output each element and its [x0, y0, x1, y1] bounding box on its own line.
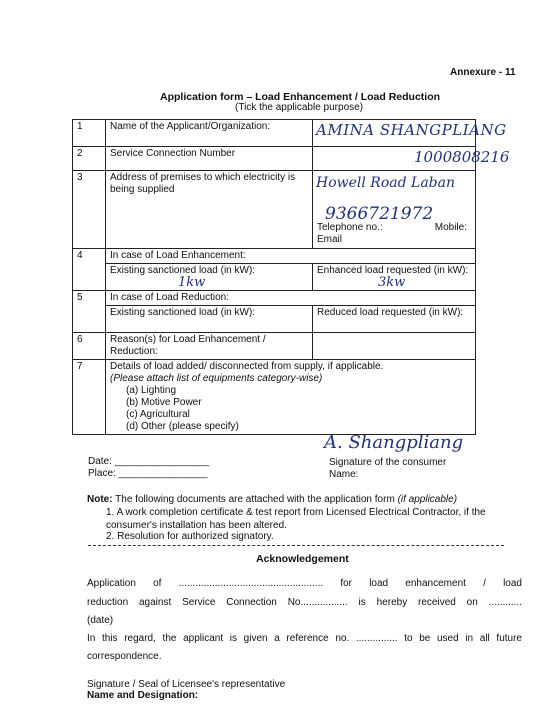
date-field: Date: _________________ [88, 456, 210, 467]
handwritten-phone: 9366721972 [325, 204, 434, 224]
table-row [73, 249, 476, 264]
annexure-label: Annexure - 11 [450, 67, 516, 78]
note-item: 1. A work completion certificate & test report from Licensed Electrical Contractor, if the consumer's installation has been altered. [106, 507, 486, 531]
handwritten-existing-load: 1kw [178, 275, 206, 290]
ack-line: correspondence. [87, 651, 162, 662]
ack-line: In this regard, the applicant is given a reference no. ............... to be used in all future [87, 633, 522, 644]
note-label: Note: [87, 494, 113, 505]
reason-label: Reason(s) for Load Enhancement / Reduction: [106, 333, 313, 360]
handwritten-name: AMINA SHANGPLIANG [316, 121, 507, 139]
row-number: 2 [73, 147, 106, 171]
row-number: 5 [73, 291, 106, 333]
ack-line: reduction against Service Connection No................. is hereby received on ............ [87, 597, 522, 608]
signature: A. Shangpliang [324, 432, 464, 453]
place-field: Place: ________________ [88, 468, 208, 479]
telephone-label: Telephone no.: [317, 222, 383, 233]
handwritten-address: Howell Road Laban [316, 175, 456, 191]
table-row [73, 360, 476, 435]
enhanced-load-label: Enhanced load requested (in kW): [313, 264, 476, 291]
load-details-cell [106, 360, 476, 435]
applicant-name-label: Name of the Applicant/Organization: [106, 120, 313, 147]
existing-load-label: Existing sanctioned load (in kW): [106, 264, 313, 291]
load-category-item: (c) Agricultural [126, 409, 190, 420]
table-row [73, 264, 476, 291]
existing-load-label-2: Existing sanctioned load (in kW): [106, 306, 313, 333]
note-text: The following documents are attached with the application form [115, 494, 395, 505]
handwritten-enhanced-load: 3kw [378, 275, 406, 290]
ack-line: (date) [87, 615, 114, 626]
load-details-label: Details of load added/ disconnected from supply, if applicable. [110, 361, 384, 372]
name-designation-label: Name and Designation: [87, 690, 199, 701]
load-details-note: (Please attach list of equipments category-wise) [110, 373, 323, 384]
note-qualifier: (if applicable) [397, 494, 458, 505]
reason-value[interactable] [313, 333, 476, 360]
row-number: 3 [73, 171, 106, 249]
consumer-signature-label: Signature of the consumer [329, 457, 447, 468]
address-label: Address of premises to which electricity is being supplied [106, 171, 313, 249]
row-number: 1 [73, 120, 106, 147]
table-row [73, 306, 476, 333]
email-label: Email [317, 234, 343, 245]
divider [88, 545, 504, 546]
form-title: Application form – Load Enhancement / Load Reduction [160, 91, 441, 103]
enhancement-header: In case of Load Enhancement: [106, 249, 476, 264]
row-number: 6 [73, 333, 106, 360]
connection-number-label: Service Connection Number [106, 147, 313, 171]
load-category-item: (b) Motive Power [126, 397, 202, 408]
mobile-label: Mobile: [434, 222, 467, 233]
reduced-load-label: Reduced load requested (in kW): [313, 306, 476, 333]
note-item: 2. Resolution for authorized signatory. [106, 531, 274, 542]
application-table [72, 119, 476, 435]
table-row [73, 333, 476, 360]
reduction-header: In case of Load Reduction: [106, 291, 476, 306]
row-number: 4 [73, 249, 106, 291]
ack-line: Application of .................................................... for load enhancement / load [87, 578, 522, 589]
consumer-name-label: Name: [329, 469, 359, 480]
note-paragraph [87, 493, 522, 506]
handwritten-connection-number: 1000808216 [414, 148, 510, 166]
table-row [73, 291, 476, 306]
licensee-signature-label: Signature / Seal of Licensee's representative [87, 679, 286, 690]
row-number: 7 [73, 360, 106, 435]
acknowledgement-title: Acknowledgement [256, 553, 349, 565]
form-subtitle: (Tick the applicable purpose) [235, 102, 364, 113]
load-category-item: (d) Other (please specify) [126, 421, 239, 432]
load-category-item: (a) Lighting [126, 385, 177, 396]
